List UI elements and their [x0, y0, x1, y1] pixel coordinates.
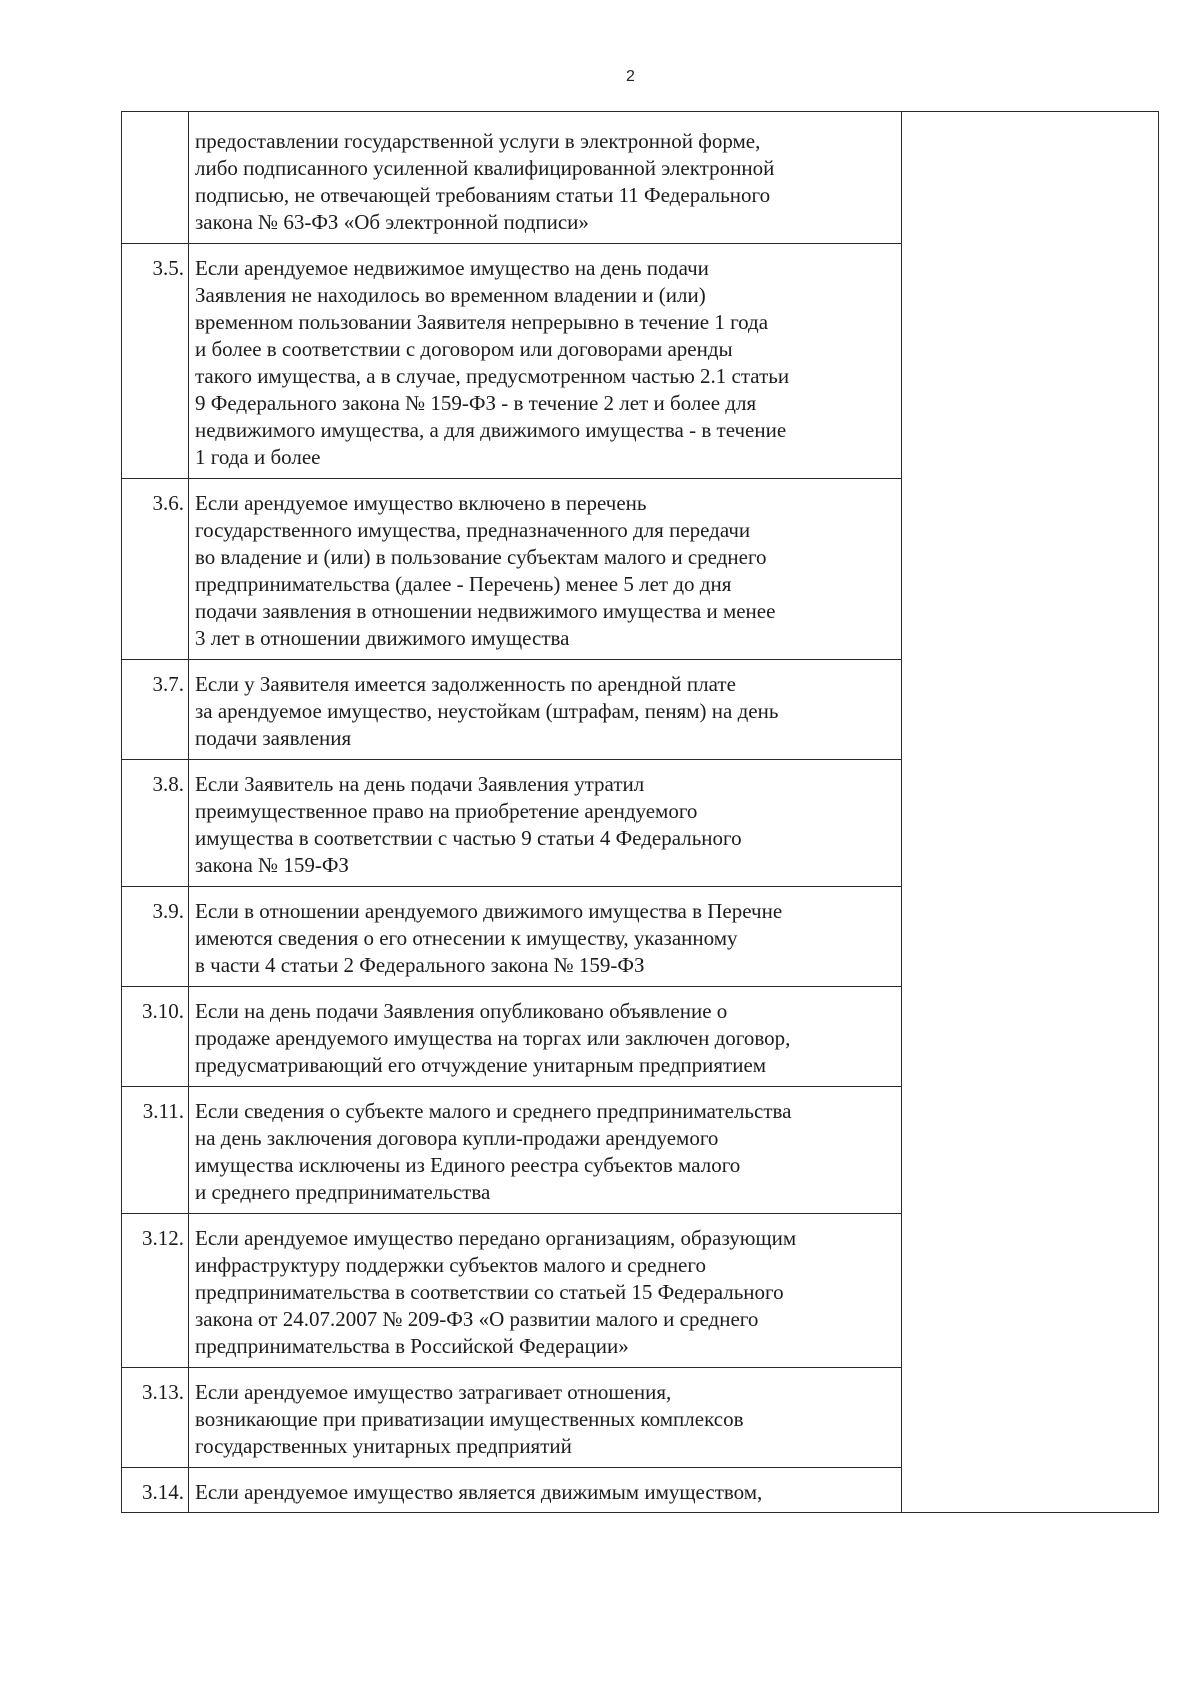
grounds-table — [121, 111, 1159, 1513]
text-line: подачи заявления в отношении недвижимого имущества и менее — [195, 599, 776, 623]
text-line: и среднего предпринимательства — [195, 1180, 491, 1204]
text-line: продаже арендуемого имущества на торгах или заключен договор, — [195, 1026, 791, 1050]
empty-column — [902, 112, 1159, 1513]
item-text — [189, 244, 902, 479]
item-number: 3.11. — [122, 1087, 189, 1214]
text-line: Если сведения о субъекте малого и среднего предпринимательства — [195, 1099, 792, 1123]
item-text — [189, 760, 902, 887]
text-line: недвижимого имущества, а для движимого имущества - в течение — [195, 418, 787, 442]
text-line: во владение и (или) в пользование субъектам малого и среднего — [195, 545, 767, 569]
item-text — [189, 112, 902, 244]
text-line: подачи заявления — [195, 726, 352, 750]
text-line: государственного имущества, предназначенного для передачи — [195, 518, 751, 542]
text-line: 1 года и более — [195, 445, 321, 469]
item-number: 3.14. — [122, 1468, 189, 1513]
text-line: Если на день подачи Заявления опубликовано объявление о — [195, 999, 728, 1023]
item-text — [189, 479, 902, 660]
item-number: 3.13. — [122, 1368, 189, 1468]
text-line: подписью, не отвечающей требованиям статьи 11 Федерального — [195, 183, 771, 207]
text-line: 3 лет в отношении движимого имущества — [195, 626, 570, 650]
page-number: 2 — [626, 68, 635, 85]
text-line: Если у Заявителя имеется задолженность по арендной плате — [195, 672, 736, 696]
item-text — [189, 1214, 902, 1368]
item-number — [122, 112, 189, 244]
text-line: в части 4 статьи 2 Федерального закона № 159-ФЗ — [195, 953, 645, 977]
item-number: 3.5. — [122, 244, 189, 479]
text-line: закона от 24.07.2007 № 209-ФЗ «О развитии малого и среднего — [195, 1307, 759, 1331]
text-line: Если арендуемое имущество является движимым имуществом, — [195, 1480, 763, 1504]
text-line: имеются сведения о его отнесении к имуществу, указанному — [195, 926, 738, 950]
text-line: предоставлении государственной услуги в электронной форме, — [195, 129, 761, 153]
text-line: Если Заявитель на день подачи Заявления утратил — [195, 772, 645, 796]
item-text — [189, 887, 902, 987]
text-line: и более в соответствии с договором или договорами аренды — [195, 337, 733, 361]
text-line: Если арендуемое недвижимое имущество на день подачи — [195, 256, 709, 280]
text-line: возникающие при приватизации имущественных комплексов — [195, 1407, 744, 1431]
text-line: закона № 159-ФЗ — [195, 853, 349, 877]
text-line: предпринимательства в соответствии со статьей 15 Федерального — [195, 1280, 784, 1304]
text-line: преимущественное право на приобретение арендуемого — [195, 799, 698, 823]
text-line: закона № 63-ФЗ «Об электронной подписи» — [195, 210, 589, 234]
text-line: имущества в соответствии с частью 9 статьи 4 Федерального — [195, 826, 742, 850]
item-number: 3.8. — [122, 760, 189, 887]
text-line: инфраструктуру поддержки субъектов малого и среднего — [195, 1253, 706, 1277]
text-line: Если арендуемое имущество передано организациям, образующим — [195, 1226, 797, 1250]
text-line: за арендуемое имущество, неустойкам (штрафам, пеням) на день — [195, 699, 779, 723]
item-number: 3.7. — [122, 660, 189, 760]
text-line: имущества исключены из Единого реестра субъектов малого — [195, 1153, 741, 1177]
item-text — [189, 1468, 902, 1513]
item-number: 3.12. — [122, 1214, 189, 1368]
table-row — [122, 112, 1159, 244]
text-line: Если в отношении арендуемого движимого имущества в Перечне — [195, 899, 783, 923]
text-line: Если арендуемое имущество включено в перечень — [195, 491, 647, 515]
text-line: 9 Федерального закона № 159-ФЗ - в течение 2 лет и более для — [195, 391, 757, 415]
text-line: государственных унитарных предприятий — [195, 1434, 572, 1458]
item-text — [189, 1087, 902, 1214]
item-text — [189, 660, 902, 760]
item-number: 3.10. — [122, 987, 189, 1087]
item-number: 3.9. — [122, 887, 189, 987]
text-line: либо подписанного усиленной квалифицированной электронной — [195, 156, 775, 180]
text-line: Если арендуемое имущество затрагивает отношения, — [195, 1380, 672, 1404]
text-line: такого имущества, а в случае, предусмотренном частью 2.1 статьи — [195, 364, 790, 388]
text-line: предпринимательства в Российской Федерации» — [195, 1334, 629, 1358]
text-line: на день заключения договора купли-продажи арендуемого — [195, 1126, 719, 1150]
text-line: предусматривающий его отчуждение унитарным предприятием — [195, 1053, 767, 1077]
item-text — [189, 1368, 902, 1468]
item-number: 3.6. — [122, 479, 189, 660]
text-line: предпринимательства (далее - Перечень) менее 5 лет до дня — [195, 572, 732, 596]
text-line: временном пользовании Заявителя непрерывно в течение 1 года — [195, 310, 769, 334]
item-text — [189, 987, 902, 1087]
table-body — [122, 112, 1159, 1513]
text-line: Заявления не находилось во временном владении и (или) — [195, 283, 706, 307]
